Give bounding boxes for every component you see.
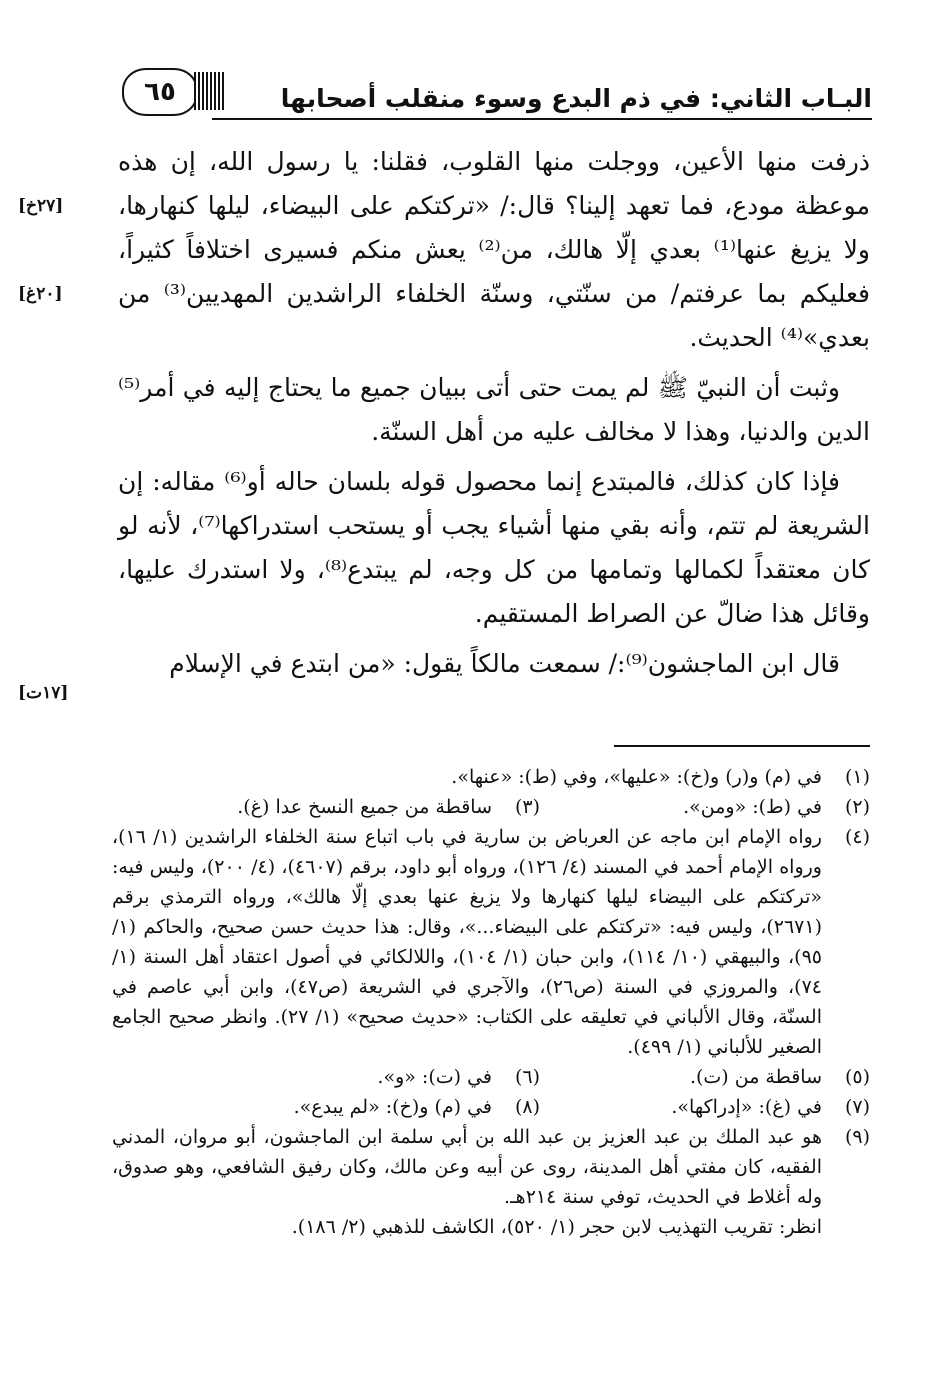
header-ornament [194, 72, 226, 110]
footnote-pair-7-8 [112, 1092, 870, 1122]
footnote-9 [112, 1122, 870, 1212]
footnote-7 [540, 1092, 870, 1122]
footnote-4 [112, 822, 870, 1062]
footnote-text: انظر: تقريب التهذيب لابن حجر (١/ ٥٢٠)، الكاشف للذهبي (٢/ ١٨٦). [291, 1216, 822, 1238]
footnote-number: (٩) [844, 1126, 870, 1148]
paragraph-4: قال ابن الماجشون⁽⁹⁾:/ سمعت مالكاً يقول: «من ابتدع في الإسلام [169, 649, 840, 678]
footnote-text: في (م) و(ر) و(خ): «عليها»، وفي (ط): «عنها». [451, 766, 822, 788]
footnote-3 [210, 792, 540, 822]
footnotes [112, 762, 870, 1242]
footnote-5 [540, 1062, 870, 1092]
footnote-number: (٧) [844, 1096, 870, 1118]
margin-note-t17: [١٧ت] [18, 683, 69, 703]
footnote-text: في (م) و(خ): «لم يبدع». [293, 1096, 492, 1118]
page-header [112, 62, 872, 122]
footnote-text: في (ط): «ومن». [683, 796, 822, 818]
header-rule [212, 118, 872, 120]
footnote-8 [210, 1092, 540, 1122]
footnote-pair-5-6 [112, 1062, 870, 1092]
footnote-number: (٦) [514, 1066, 540, 1088]
footnote-text: ساقطة من جميع النسخ عدا (غ). [237, 796, 492, 818]
footnote-9-reference [112, 1212, 870, 1242]
footnote-text: في (غ): «إدراكها». [671, 1096, 822, 1118]
footnote-text: ساقطة من (ت). [689, 1066, 822, 1088]
footnote-number: (٣) [514, 796, 540, 818]
footnote-pair-2-3 [112, 792, 870, 822]
margin-note-kh27: [٢٧خ] [18, 196, 64, 216]
footnote-number: (٢) [844, 796, 870, 818]
footnote-text: في (ت): «و». [377, 1066, 492, 1088]
footnote-1 [112, 762, 870, 792]
footnote-number: (٨) [514, 1096, 540, 1118]
chapter-title: البـاب الثاني: في ذم البدع وسوء منقلب أصحابها [280, 84, 872, 113]
paragraph-3: فإذا كان كذلك، فالمبتدع إنما محصول قوله بلسان حاله أو⁽⁶⁾ مقاله: إن الشريعة لم تتم، وأنه بقي منها أشياء يجب أو يستحب استدراكها⁽⁷⁾، لأنه لو كان معتقداً لكمالها وتمامها من كل وجه، لم يبتدع⁽⁸⁾، ولا استدرك عليها، وقائل هذا ضالّ عن الصراط المستقيم. [118, 467, 870, 628]
footnote-text: هو عبد الملك بن عبد العزيز بن عبد الله بن أبي سلمة ابن الماجشون، أبو مروان، المدني الفقيه، كان مفتي أهل المدينة، روى عن أبيه وعن مالك، وكان رفيق الشافعي، وهو صدوق، وله أغلاط في الحديث، توفي سنة ٢١٤هـ. [112, 1126, 822, 1208]
footnote-6 [210, 1062, 540, 1092]
footnote-2 [540, 792, 870, 822]
footnote-text: رواه الإمام ابن ماجه عن العرباض بن سارية في باب اتباع سنة الخلفاء الراشدين (١/ ١٦)، ورواه الإمام أحمد في المسند (٤/ ١٢٦)، ورواه أبو داود، برقم (٤٦٠٧)، (٤/ ٢٠٠)، وليس فيه: «تركتكم على البيضاء ليلها كنهارها ولا يزيغ عنها بعدي إلّا هالك»، ورواه الترمذي برقم (٢٦٧١)، وليس فيه: «تركتكم على البيضاء...»، وقال: هذا حديث حسن صحيح، والحاكم (١/ ٩٥)، والبيهقي (١٠/ ١١٤)، وابن حبان (١/ ١٠٤)، واللالكائي في أصول اعتقاد أهل السنة (١/ ٧٤)، والمروزي في السنة (ص٢٦)، والآجري في الشريعة (ص٤٧)، وابن أبي عاصم في السنّة، وقال الألباني في تعليقه على الكتاب: «حديث صحيح» (١/ ٢٧). وانظر صحيح الجامع الصغير للألباني (١/ ٤٩٩). [112, 826, 822, 1058]
main-text [118, 140, 870, 692]
footnote-number: (٥) [844, 1066, 870, 1088]
footnote-rule [614, 745, 870, 747]
page-number: ٦٥ [122, 68, 198, 116]
paragraph-2: وثبت أن النبيّ ﷺ لم يمت حتى أتى ببيان جميع ما يحتاج إليه في أمر⁽⁵⁾ الدين والدنيا، وهذا لا مخالف عليه من أهل السنّة. [118, 373, 870, 446]
footnote-number: (١) [844, 766, 870, 788]
paragraph-1: ذرفت منها الأعين، ووجلت منها القلوب، فقلنا: يا رسول الله، إن هذه موعظة مودع، فما تعهد إلينا؟ قال:/ «تركتكم على البيضاء، ليلها كنهارها، ولا يزيغ عنها⁽¹⁾ بعدي إلّا هالك، من⁽²⁾ يعش منكم فسيرى اختلافاً كثيراً، فعليكم بما عرفتم/ من سنّتي، وسنّة الخلفاء الراشدين المهديين⁽³⁾ من بعدي»⁽⁴⁾ الحديث. [118, 147, 870, 352]
footnote-number: (٤) [844, 826, 870, 848]
margin-note-gh20: [٢٠غ] [18, 284, 63, 304]
